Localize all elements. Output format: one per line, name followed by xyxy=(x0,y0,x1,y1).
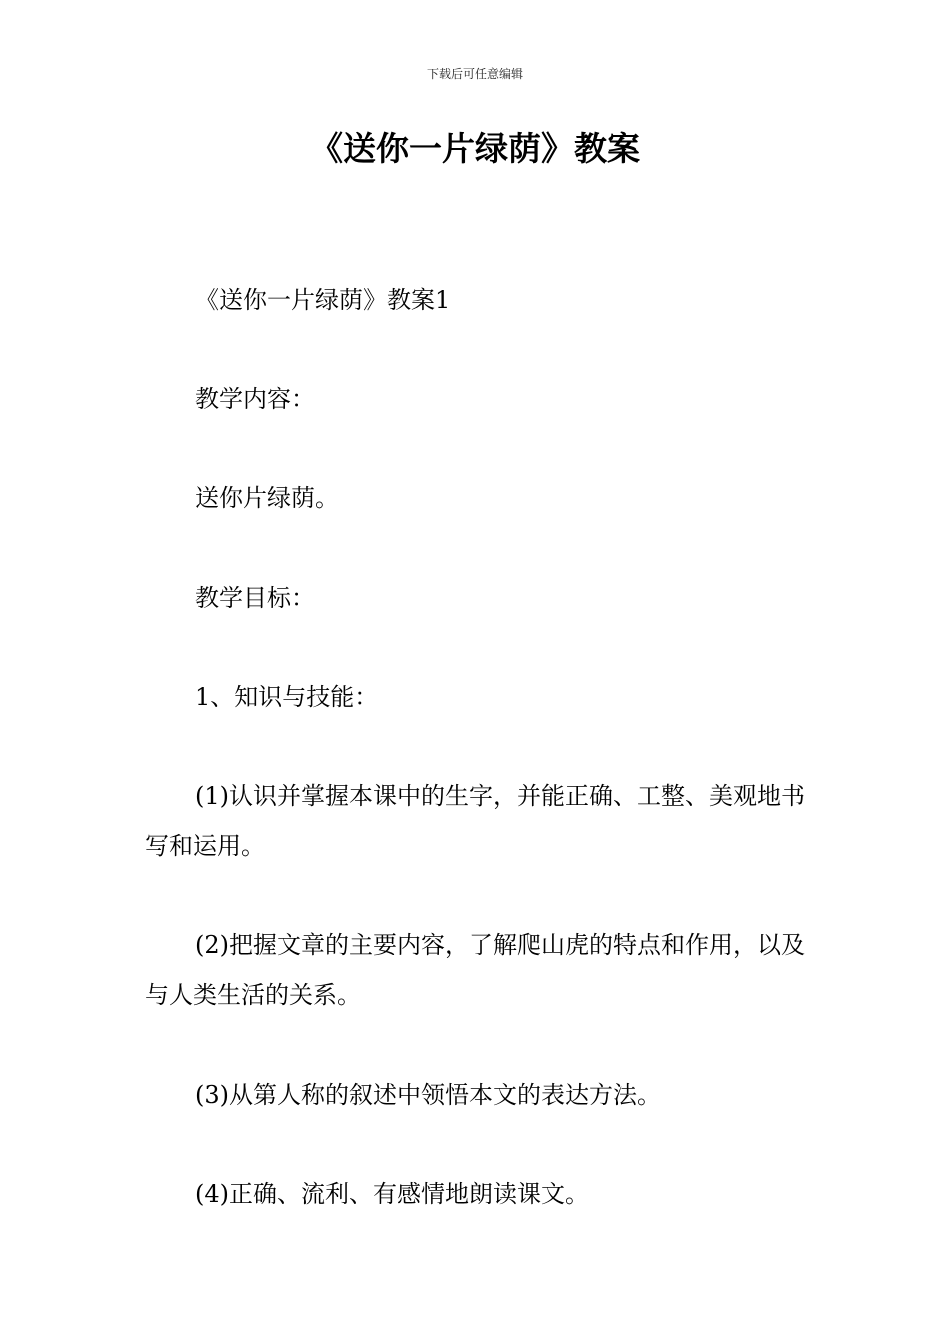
paragraph-goal-3: (3)从第人称的叙述中领悟本文的表达方法。 xyxy=(195,1081,661,1109)
paragraph-teaching-content: 送你片绿荫。 xyxy=(195,484,339,512)
paragraph-goal-1: (1)认识并掌握本课中的生字，并能正确、工整、美观地书写和运用。 xyxy=(145,782,805,860)
section-heading: 《送你一片绿荫》教案1 xyxy=(195,286,451,314)
header-note: 下载后可任意编辑 xyxy=(426,67,523,81)
paragraph-knowledge-skills: 1、知识与技能： xyxy=(195,683,379,711)
document-title: 《送你一片绿荫》教案 xyxy=(310,129,640,168)
paragraph-teaching-content-label: 教学内容： xyxy=(195,385,315,413)
paragraph-goal-4: (4)正确、流利、有感情地朗读课文。 xyxy=(195,1180,589,1208)
paragraph-goal-2: (2)把握文章的主要内容，了解爬山虎的特点和作用，以及与人类生活的关系。 xyxy=(145,931,805,1009)
paragraph-teaching-goals-label: 教学目标： xyxy=(195,584,315,612)
